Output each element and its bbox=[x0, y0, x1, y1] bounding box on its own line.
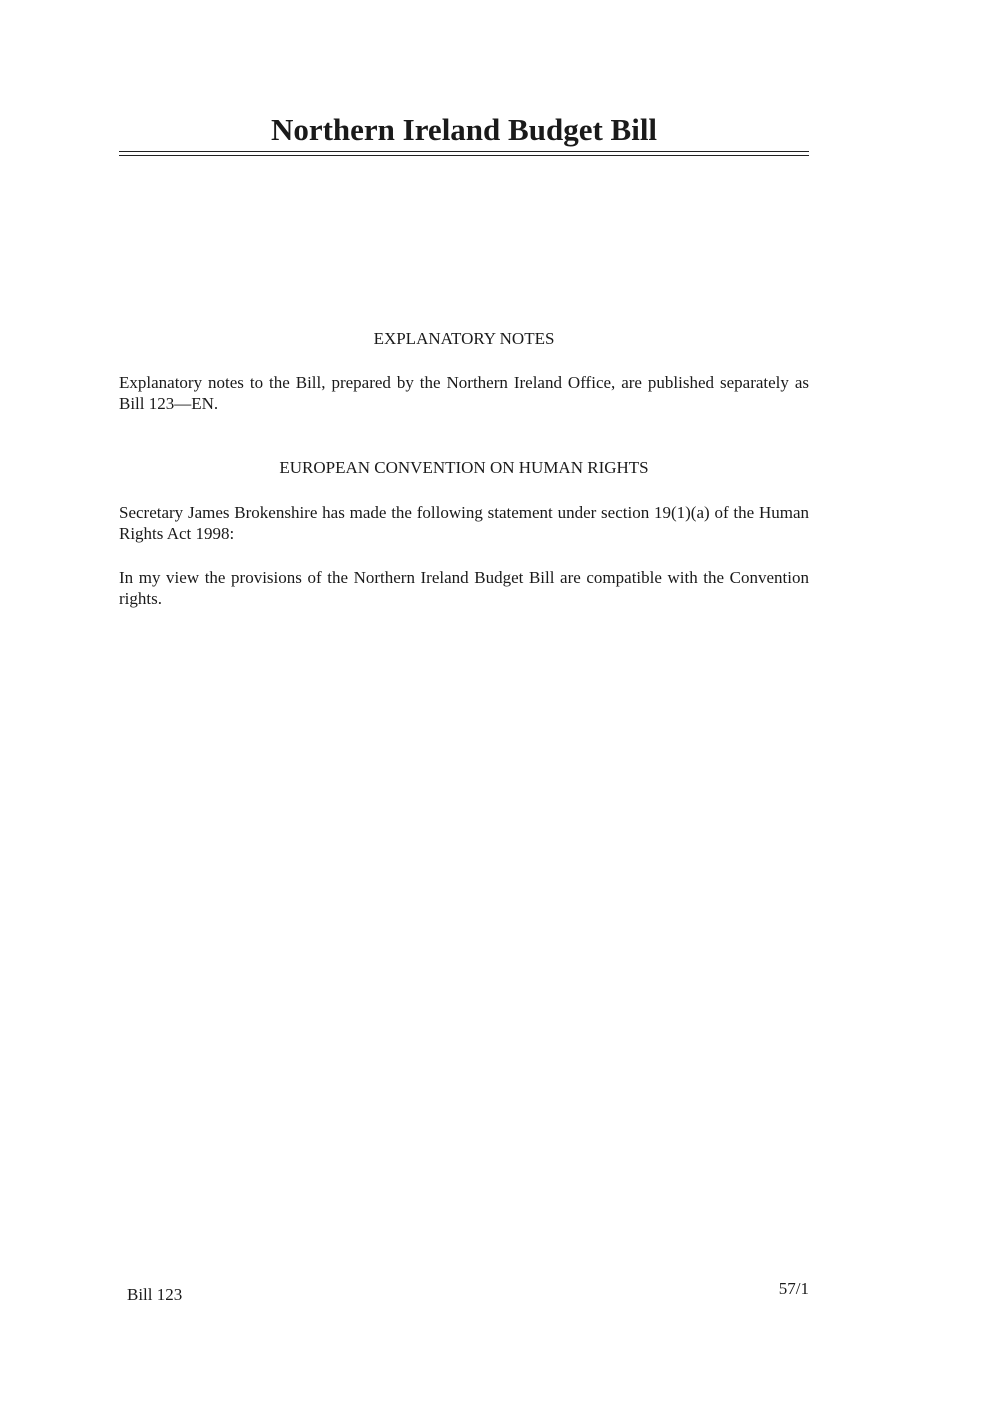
title-rule-lower bbox=[119, 155, 809, 156]
explanatory-notes-heading: EXPLANATORY NOTES bbox=[373, 329, 555, 348]
title-rule-upper bbox=[119, 151, 809, 152]
explanatory-notes-text: Explanatory notes to the Bill, prepared by the Northern Ireland Office, are published separately as Bill 123—EN. bbox=[119, 373, 809, 413]
echr-heading: EUROPEAN CONVENTION ON HUMAN RIGHTS bbox=[279, 458, 649, 477]
echr-statement-intro: Secretary James Brokenshire has made the following statement under section 19(1)(a) of the Human Rights Act 1998: bbox=[119, 503, 809, 543]
echr-statement: In my view the provisions of the Northern Ireland Budget Bill are compatible with the Convention rights. bbox=[119, 568, 809, 608]
footer-bill-number: Bill 123 bbox=[127, 1285, 183, 1304]
footer-reference: 57/1 bbox=[778, 1279, 809, 1298]
bill-title: Northern Ireland Budget Bill bbox=[270, 112, 658, 147]
